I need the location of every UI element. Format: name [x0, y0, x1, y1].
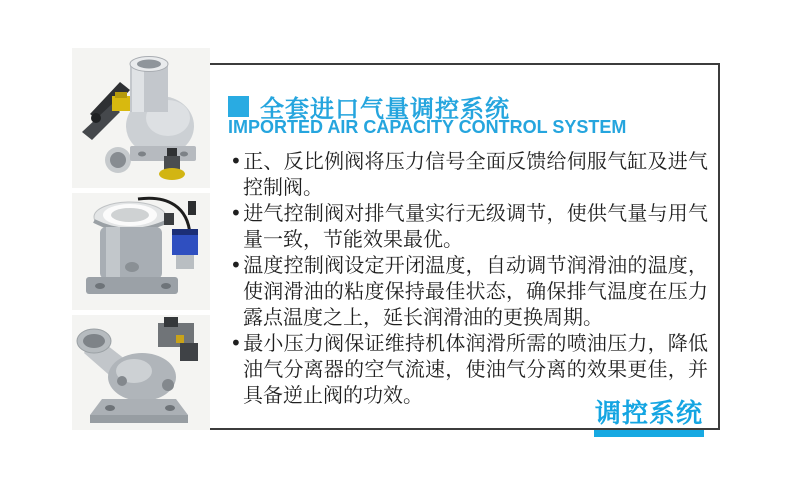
- valve-assembly-illustration: [72, 48, 210, 188]
- bullet-dot-icon: •: [230, 201, 242, 225]
- feature-list: [230, 148, 708, 408]
- feature-item-text: 最小压力阀保证维持机体润滑所需的喷油压力，降低油气分离器的空气流速，使油气分离的效果更佳，并具备逆止阀的功效。: [243, 331, 708, 407]
- feature-item: [230, 330, 708, 408]
- feature-item-text: 进气控制阀对排气量实行无级调节，使供气量与用气量一致，节能效果最优。: [243, 201, 708, 251]
- bullet-dot-icon: •: [230, 149, 242, 173]
- title-square-bullet-icon: [228, 96, 249, 117]
- feature-item: [230, 148, 708, 200]
- product-photo-intake-valve-assembly: [72, 48, 210, 188]
- bullet-dot-icon: •: [230, 331, 242, 355]
- feature-item: [230, 200, 708, 252]
- section-subtitle-english: IMPORTED AIR CAPACITY CONTROL SYSTEM: [228, 117, 627, 137]
- pressure-valve-illustration: [72, 315, 210, 430]
- content-panel: [210, 63, 720, 430]
- section-title: 全套进口气量调控系统: [260, 95, 510, 123]
- feature-item-text: 正、反比例阀将压力信号全面反馈给伺服气缸及进气控制阀。: [243, 149, 708, 199]
- intake-valve-illustration: [72, 193, 210, 310]
- feature-item: [230, 252, 708, 330]
- bullet-dot-icon: •: [230, 253, 242, 277]
- product-photo-minimum-pressure-valve: [72, 315, 210, 430]
- product-photo-column: [72, 48, 210, 430]
- section-category-link[interactable]: 调控系统: [594, 401, 704, 437]
- product-photo-intake-control-valve: [72, 193, 210, 310]
- feature-item-text: 温度控制阀设定开闭温度，自动调节润滑油的温度，使润滑油的粘度保持最佳状态，确保排气温度在压力露点温度之上，延长润滑油的更换周期。: [243, 253, 708, 329]
